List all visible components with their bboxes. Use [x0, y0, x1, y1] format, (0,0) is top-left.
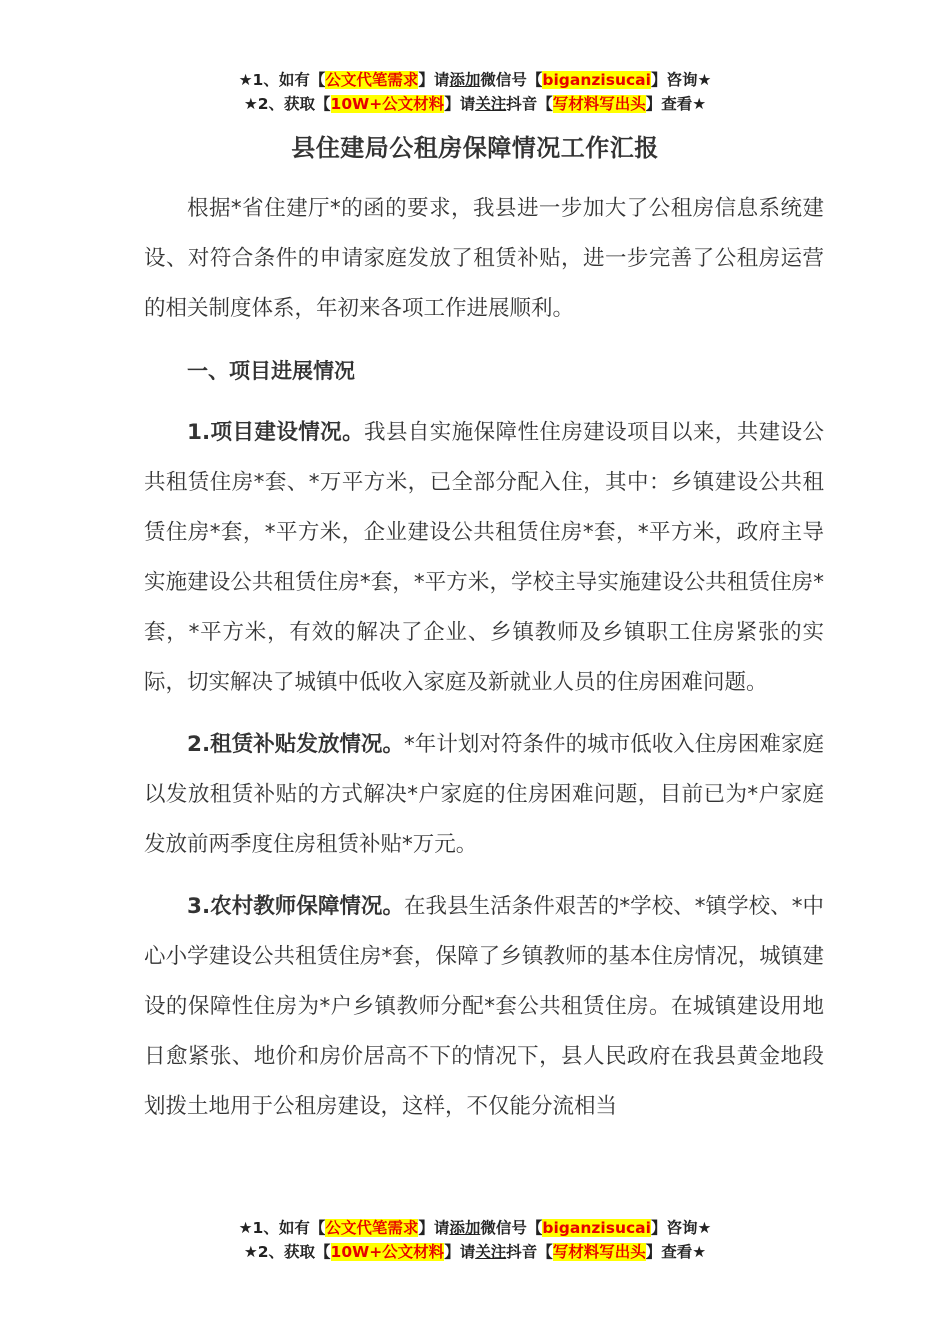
promo-line-2 [0, 92, 950, 116]
item-lead: 1.项目建设情况。 [187, 420, 365, 445]
promo-highlight: 公文代笔需求 [325, 1219, 419, 1237]
promo-underlined: 添加 [449, 71, 481, 89]
promo-highlight: 10W+公文材料 [330, 95, 445, 113]
promo-text: 】查看★ [645, 95, 707, 113]
item-paragraph-2 [144, 720, 824, 870]
promo-text: 抖音【 [506, 1243, 553, 1261]
promo-text: 】请 [444, 1243, 476, 1261]
promo-underlined: 关注 [475, 95, 507, 113]
promo-underlined: 关注 [475, 1243, 507, 1261]
item-paragraph-3 [144, 882, 824, 1132]
promo-banner-bottom [0, 1216, 950, 1264]
promo-text: 】请 [418, 1219, 450, 1237]
wechat-id-highlight: biganzisucai [542, 71, 651, 89]
promo-text: 抖音【 [506, 95, 553, 113]
promo-line-1 [0, 68, 950, 92]
promo-text: 】请 [444, 95, 476, 113]
douyin-id-highlight: 写材料写出头 [552, 1243, 646, 1261]
promo-text: ★2、获取【 [243, 95, 331, 113]
item-lead: 3.农村教师保障情况。 [187, 894, 404, 919]
item-paragraph-1 [144, 408, 824, 708]
promo-text: 】请 [418, 71, 450, 89]
document-body [144, 184, 824, 1144]
promo-text: ★1、如有【 [238, 1219, 326, 1237]
promo-text: 】查看★ [645, 1243, 707, 1261]
promo-text: 】咨询★ [650, 71, 712, 89]
item-lead: 2.租赁补贴发放情况。 [187, 732, 405, 757]
document-title: 县住建局公租房保障情况工作汇报 [291, 134, 659, 162]
item-text: 我县自实施保障性住房建设项目以来，共建设公共租赁住房*套、*万平方米，已全部分配入住，其中：乡镇建设公共租赁住房*套，*平方米，企业建设公共租赁住房*套，*平方米，政府主导实施建设公共租赁住房*套，*平方米，学校主导实施建设公共租赁住房*套，*平方米，有效的解决了企业、乡镇教师及乡镇职工住房紧张的实际，切实解决了城镇中低收入家庭及新就业人员的住房困难问题。 [144, 420, 824, 695]
item-text: *年计划对符条件的城市低收入住房困难家庭以发放租赁补贴的方式解决*户家庭的住房困难问题，目前已为*户家庭发放前两季度住房租赁补贴*万元。 [144, 732, 824, 857]
promo-line-1 [0, 1216, 950, 1240]
promo-line-2 [0, 1240, 950, 1264]
promo-underlined: 添加 [449, 1219, 481, 1237]
wechat-id-highlight: biganzisucai [542, 1219, 651, 1237]
intro-paragraph: 根据*省住建厅*的函的要求，我县进一步加大了公租房信息系统建设、对符合条件的申请家庭发放了租赁补贴，进一步完善了公租房运营的相关制度体系，年初来各项工作进展顺利。 [144, 196, 824, 321]
promo-text: 微信号【 [480, 71, 543, 89]
promo-text: ★1、如有【 [238, 71, 326, 89]
section-heading: 一、项目进展情况 [187, 359, 355, 383]
promo-text: ★2、获取【 [243, 1243, 331, 1261]
promo-highlight: 10W+公文材料 [330, 1243, 445, 1261]
promo-text: 】咨询★ [650, 1219, 712, 1237]
douyin-id-highlight: 写材料写出头 [552, 95, 646, 113]
promo-banner-top [0, 68, 950, 116]
promo-text: 微信号【 [480, 1219, 543, 1237]
promo-highlight: 公文代笔需求 [325, 71, 419, 89]
item-text: 在我县生活条件艰苦的*学校、*镇学校、*中心小学建设公共租赁住房*套，保障了乡镇教师的基本住房情况，城镇建设的保障性住房为*户乡镇教师分配*套公共租赁住房。在城镇建设用地日愈紧张、地价和房价居高不下的情况下，县人民政府在我县黄金地段划拨土地用于公租房建设，这样，不仅能分流相当 [144, 894, 824, 1119]
